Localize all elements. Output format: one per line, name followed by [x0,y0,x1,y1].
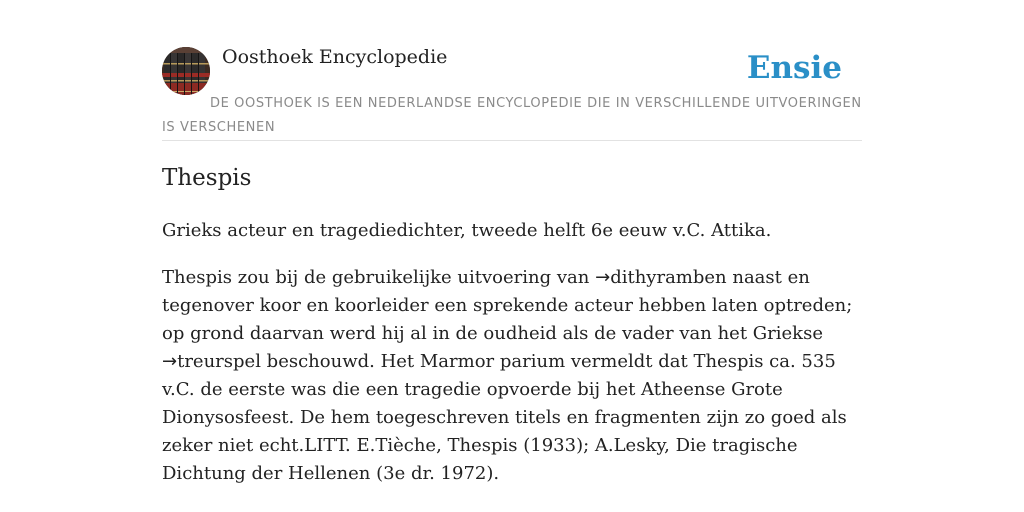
cross-reference-link[interactable]: dithyramben [610,267,727,288]
entry-title: Thespis [162,165,252,191]
body-text: Thespis zou bij de gebruikelijke uitvoering van [162,267,596,288]
site-header [162,44,862,141]
encyclopedia-books-icon[interactable] [162,47,210,95]
body-text: beschouwd. Het Marmor parium vermeldt dat Thespis ca. 535 v.C. de eerste was die een tragedie opvoerde bij het Atheense Grote Dionysosfeest. De hem toegeschreven titels en fragmenten zijn zo goed als zeker niet echt.LITT. E.Tièche, Thespis (1933); A.Lesky, Die tragische Dichtung der Hellenen (3e dr. 1972). [162,351,847,484]
entry-intro: Grieks acteur en tragediedichter, tweede helft 6e eeuw v.C. Attika. [162,220,772,241]
cross-reference-arrow-icon: → [595,267,611,288]
site-tagline: DE OOSTHOEK IS EEN NEDERLANDSE ENCYCLOPEDIE DIE IN VERSCHILLENDE UITVOERINGEN IS VERSCHENEN [162,96,862,135]
cross-reference-link[interactable]: treurspel [177,351,261,372]
entry-content [162,160,872,488]
entry-body [162,264,872,488]
body-text: naast en tegenover koor en koorleider een sprekende acteur hebben laten optreden; op grond daarvan werd hij al in de oudheid als de vader van het Griekse [162,267,853,344]
cross-reference-arrow-icon: → [162,351,178,372]
site-title[interactable]: Oosthoek Encyclopedie [222,46,448,68]
brand-logo[interactable]: Ensie [746,50,842,86]
